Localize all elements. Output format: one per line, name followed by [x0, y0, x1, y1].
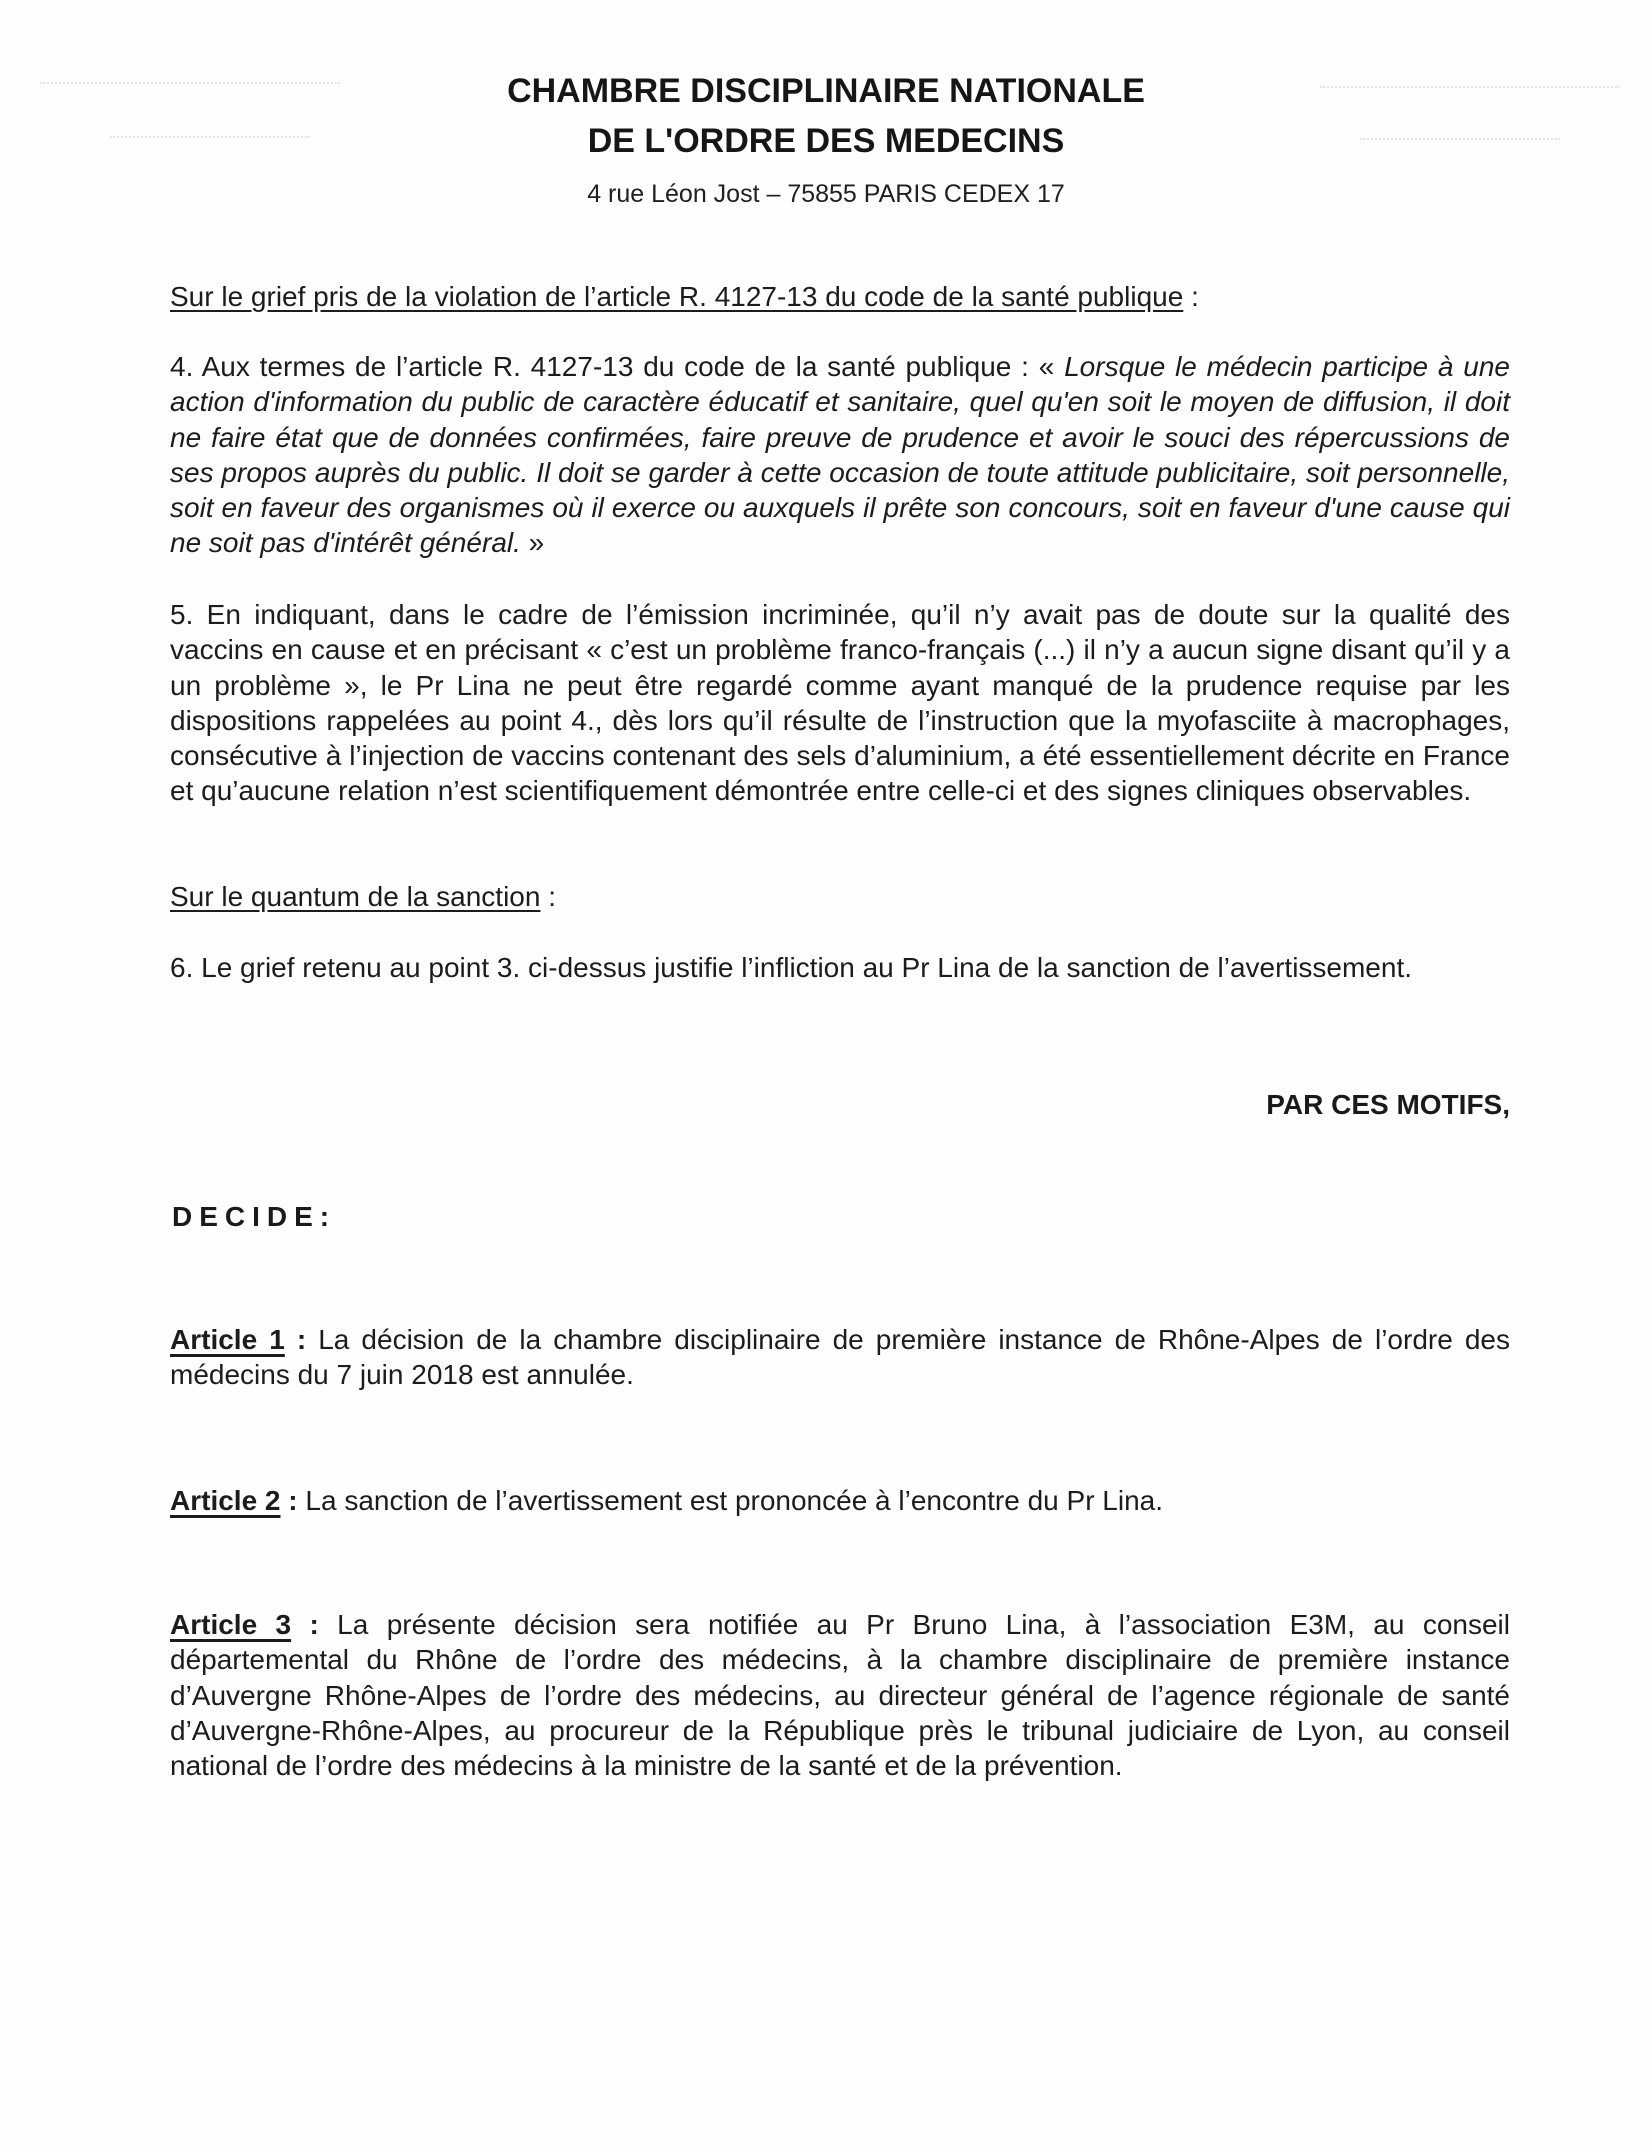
heading-quantum-label: Sur le quantum de la sanction — [170, 881, 541, 912]
article-1-label: Article 1 — [170, 1324, 285, 1355]
article-2-colon: : — [280, 1485, 306, 1516]
heading-grief-suffix: : — [1183, 281, 1199, 312]
heading-grief-label: Sur le grief pris de la violation de l’article R. 4127-13 du code de la santé publique — [170, 281, 1184, 312]
paragraph-point-6 — [170, 950, 1510, 985]
point5-text: 5. En indiquant, dans le cadre de l’émission incriminée, qu’il n’y avait pas de doute sur la qualité des vaccins en cause et en précisant « c’est un problème franco-français (...) il n’y a aucun signe disant qu’il y a un problème », le Pr Lina ne peut être regardé comme ayant manqué de la prudence requise par les dispositions rappelées au point 4., dès lors qu’il résulte de l’instruction que la myofasciite à macrophages, consécutive à l’injection de vaccins contenant des sels d’aluminium, a été essentiellement décrite en France et qu’aucune relation n’est scientifiquement démontrée entre celle-ci et des signes cliniques observables. — [170, 599, 1510, 807]
article-3-text: La présente décision sera notifiée au Pr Bruno Lina, à l’association E3M, au conseil départemental du Rhône de l’ordre des médecins, à la chambre disciplinaire de première instance d’Auvergne Rhône-Alpes de l’ordre des médecins, au directeur général de l’agence régionale de santé d’Auvergne-Rhône-Alpes, au procureur de la République près le tribunal judiciaire de Lyon, au conseil national de l’ordre des médecins à la ministre de la santé et de la prévention. — [170, 1609, 1510, 1782]
section-heading-quantum — [170, 879, 1510, 914]
paragraph-point-5 — [170, 597, 1510, 809]
institution-title-line2: DE L'ORDRE DES MEDECINS — [587, 122, 1065, 160]
article-1-text: La décision de la chambre disciplinaire de première instance de Rhône-Alpes de l’ordre des médecins du 7 juin 2018 est annulée. — [170, 1324, 1510, 1391]
par-ces-motifs: PAR CES MOTIFS, — [1266, 1089, 1510, 1120]
article-3 — [170, 1607, 1510, 1783]
institution-address: 4 rue Léon Jost – 75855 PARIS CEDEX 17 — [587, 180, 1065, 208]
paragraph-point-4 — [170, 349, 1510, 561]
article-1 — [170, 1322, 1510, 1393]
article-1-colon: : — [284, 1324, 319, 1355]
article-2-label: Article 2 — [170, 1485, 281, 1516]
point4-outro: » — [520, 527, 545, 559]
institution-address-wrap — [0, 179, 1652, 209]
article-3-colon: : — [291, 1609, 338, 1640]
section-heading-grief — [170, 279, 1510, 314]
document-header — [0, 66, 1652, 166]
article-2-text: La sanction de l’avertissement est prononcée à l’encontre du Pr Lina. — [305, 1485, 1164, 1516]
point4-intro: 4. Aux termes de l’article R. 4127-13 du code de la santé publique : « — [170, 351, 1065, 382]
decide-heading: DECIDE: — [172, 1201, 337, 1232]
institution-title-line1: CHAMBRE DISCIPLINAIRE NATIONALE — [507, 72, 1145, 110]
point6-text: 6. Le grief retenu au point 3. ci-dessus justifie l’infliction au Pr Lina de la sanction de l’avertissement. — [170, 952, 1413, 983]
article-2 — [170, 1483, 1510, 1518]
heading-quantum-suffix: : — [540, 881, 557, 912]
point4-quote: Lorsque le médecin participe à une action d'information du public de caractère éducatif et sanitaire, quel qu'en soit le moyen de diffusion, il doit ne faire état que de données confirmées, faire preuve de prudence et avoir le souci des répercussions de ses propos auprès du public. Il doit se garder à cette occasion de toute attitude publicitaire, soit personnelle, soit en faveur des organismes où il exerce ou auxquels il prête son concours, soit en faveur d'une cause qui ne soit pas d'intérêt général. — [170, 351, 1510, 559]
article-3-label: Article 3 — [170, 1609, 292, 1640]
